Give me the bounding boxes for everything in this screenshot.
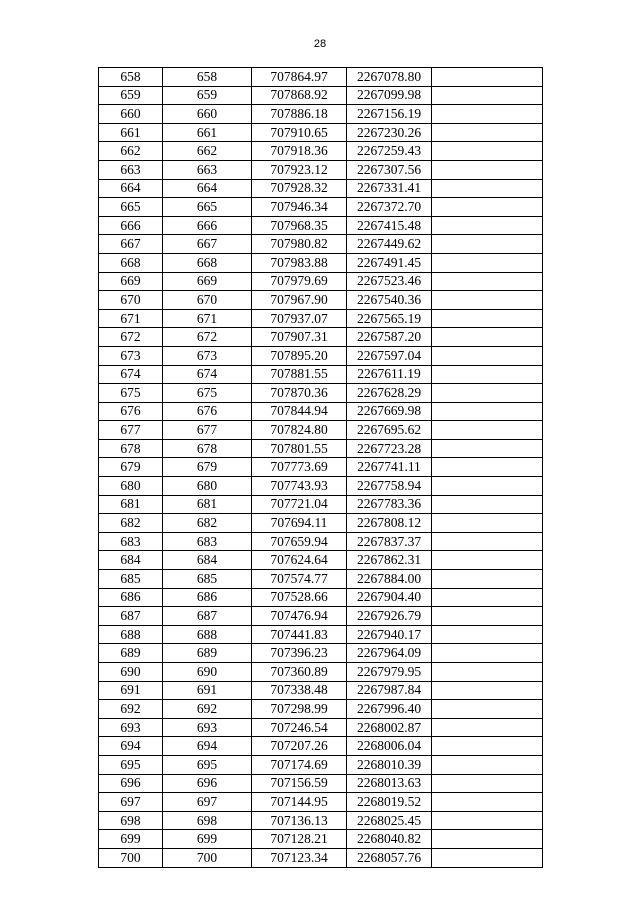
point-id-cell: 699 bbox=[163, 830, 252, 849]
point-number-cell: 670 bbox=[99, 291, 163, 310]
point-id-cell: 694 bbox=[163, 737, 252, 756]
y-coordinate-cell: 2267940.17 bbox=[347, 625, 432, 644]
notes-cell bbox=[432, 216, 543, 235]
point-number-cell: 699 bbox=[99, 830, 163, 849]
point-number-cell: 696 bbox=[99, 774, 163, 793]
x-coordinate-cell: 707886.18 bbox=[252, 105, 347, 124]
y-coordinate-cell: 2267587.20 bbox=[347, 328, 432, 347]
point-number-cell: 675 bbox=[99, 384, 163, 403]
table-row bbox=[99, 458, 543, 477]
table-row bbox=[99, 346, 543, 365]
point-id-cell: 665 bbox=[163, 198, 252, 217]
table-row bbox=[99, 774, 543, 793]
x-coordinate-cell: 707980.82 bbox=[252, 235, 347, 254]
point-id-cell: 659 bbox=[163, 86, 252, 105]
point-number-cell: 687 bbox=[99, 607, 163, 626]
point-id-cell: 688 bbox=[163, 625, 252, 644]
table-row bbox=[99, 328, 543, 347]
table-row bbox=[99, 551, 543, 570]
point-number-cell: 700 bbox=[99, 848, 163, 867]
notes-cell bbox=[432, 235, 543, 254]
notes-cell bbox=[432, 830, 543, 849]
x-coordinate-cell: 707937.07 bbox=[252, 309, 347, 328]
point-number-cell: 672 bbox=[99, 328, 163, 347]
y-coordinate-cell: 2267331.41 bbox=[347, 179, 432, 198]
x-coordinate-cell: 707968.35 bbox=[252, 216, 347, 235]
point-id-cell: 685 bbox=[163, 570, 252, 589]
notes-cell bbox=[432, 663, 543, 682]
table-row bbox=[99, 68, 543, 87]
x-coordinate-cell: 707743.93 bbox=[252, 477, 347, 496]
y-coordinate-cell: 2267099.98 bbox=[347, 86, 432, 105]
point-id-cell: 661 bbox=[163, 123, 252, 142]
y-coordinate-cell: 2268013.63 bbox=[347, 774, 432, 793]
point-number-cell: 667 bbox=[99, 235, 163, 254]
point-id-cell: 666 bbox=[163, 216, 252, 235]
table-row bbox=[99, 216, 543, 235]
y-coordinate-cell: 2267307.56 bbox=[347, 160, 432, 179]
point-id-cell: 698 bbox=[163, 811, 252, 830]
point-number-cell: 698 bbox=[99, 811, 163, 830]
table-row bbox=[99, 309, 543, 328]
point-id-cell: 697 bbox=[163, 793, 252, 812]
notes-cell bbox=[432, 644, 543, 663]
y-coordinate-cell: 2267837.37 bbox=[347, 532, 432, 551]
point-number-cell: 677 bbox=[99, 421, 163, 440]
point-number-cell: 692 bbox=[99, 700, 163, 719]
notes-cell bbox=[432, 755, 543, 774]
page-number: 28 bbox=[313, 38, 327, 50]
table-row bbox=[99, 384, 543, 403]
x-coordinate-cell: 707123.34 bbox=[252, 848, 347, 867]
y-coordinate-cell: 2267611.19 bbox=[347, 365, 432, 384]
table-row bbox=[99, 160, 543, 179]
point-id-cell: 668 bbox=[163, 253, 252, 272]
y-coordinate-cell: 2267964.09 bbox=[347, 644, 432, 663]
notes-cell bbox=[432, 86, 543, 105]
y-coordinate-cell: 2267758.94 bbox=[347, 477, 432, 496]
x-coordinate-cell: 707574.77 bbox=[252, 570, 347, 589]
point-id-cell: 681 bbox=[163, 495, 252, 514]
table-row bbox=[99, 793, 543, 812]
point-number-cell: 673 bbox=[99, 346, 163, 365]
y-coordinate-cell: 2267540.36 bbox=[347, 291, 432, 310]
x-coordinate-cell: 707895.20 bbox=[252, 346, 347, 365]
point-number-cell: 671 bbox=[99, 309, 163, 328]
y-coordinate-cell: 2268010.39 bbox=[347, 755, 432, 774]
point-id-cell: 662 bbox=[163, 142, 252, 161]
y-coordinate-cell: 2267695.62 bbox=[347, 421, 432, 440]
point-id-cell: 700 bbox=[163, 848, 252, 867]
x-coordinate-cell: 707396.23 bbox=[252, 644, 347, 663]
y-coordinate-cell: 2267808.12 bbox=[347, 514, 432, 533]
x-coordinate-cell: 707298.99 bbox=[252, 700, 347, 719]
point-number-cell: 694 bbox=[99, 737, 163, 756]
coordinates-table bbox=[98, 67, 543, 868]
table-row bbox=[99, 253, 543, 272]
y-coordinate-cell: 2267741.11 bbox=[347, 458, 432, 477]
point-number-cell: 682 bbox=[99, 514, 163, 533]
y-coordinate-cell: 2268040.82 bbox=[347, 830, 432, 849]
point-number-cell: 659 bbox=[99, 86, 163, 105]
point-number-cell: 660 bbox=[99, 105, 163, 124]
y-coordinate-cell: 2267884.00 bbox=[347, 570, 432, 589]
point-id-cell: 678 bbox=[163, 439, 252, 458]
point-id-cell: 676 bbox=[163, 402, 252, 421]
point-id-cell: 669 bbox=[163, 272, 252, 291]
table-row bbox=[99, 198, 543, 217]
notes-cell bbox=[432, 68, 543, 87]
notes-cell bbox=[432, 198, 543, 217]
y-coordinate-cell: 2267979.95 bbox=[347, 663, 432, 682]
x-coordinate-cell: 707928.32 bbox=[252, 179, 347, 198]
notes-cell bbox=[432, 346, 543, 365]
point-id-cell: 664 bbox=[163, 179, 252, 198]
y-coordinate-cell: 2268019.52 bbox=[347, 793, 432, 812]
notes-cell bbox=[432, 402, 543, 421]
notes-cell bbox=[432, 458, 543, 477]
notes-cell bbox=[432, 718, 543, 737]
point-id-cell: 689 bbox=[163, 644, 252, 663]
x-coordinate-cell: 707773.69 bbox=[252, 458, 347, 477]
x-coordinate-cell: 707441.83 bbox=[252, 625, 347, 644]
y-coordinate-cell: 2267259.43 bbox=[347, 142, 432, 161]
x-coordinate-cell: 707624.64 bbox=[252, 551, 347, 570]
notes-cell bbox=[432, 105, 543, 124]
table-row bbox=[99, 607, 543, 626]
notes-cell bbox=[432, 142, 543, 161]
table-row bbox=[99, 365, 543, 384]
point-number-cell: 681 bbox=[99, 495, 163, 514]
table-row bbox=[99, 700, 543, 719]
point-id-cell: 677 bbox=[163, 421, 252, 440]
point-number-cell: 684 bbox=[99, 551, 163, 570]
table-row bbox=[99, 514, 543, 533]
notes-cell bbox=[432, 160, 543, 179]
x-coordinate-cell: 707864.97 bbox=[252, 68, 347, 87]
point-number-cell: 658 bbox=[99, 68, 163, 87]
table-row bbox=[99, 755, 543, 774]
x-coordinate-cell: 707844.94 bbox=[252, 402, 347, 421]
point-id-cell: 683 bbox=[163, 532, 252, 551]
x-coordinate-cell: 707128.21 bbox=[252, 830, 347, 849]
y-coordinate-cell: 2267372.70 bbox=[347, 198, 432, 217]
notes-cell bbox=[432, 811, 543, 830]
table-row bbox=[99, 663, 543, 682]
table-row bbox=[99, 588, 543, 607]
notes-cell bbox=[432, 328, 543, 347]
x-coordinate-cell: 707174.69 bbox=[252, 755, 347, 774]
table-row bbox=[99, 681, 543, 700]
point-number-cell: 693 bbox=[99, 718, 163, 737]
y-coordinate-cell: 2268002.87 bbox=[347, 718, 432, 737]
y-coordinate-cell: 2267669.98 bbox=[347, 402, 432, 421]
table-row bbox=[99, 570, 543, 589]
point-id-cell: 682 bbox=[163, 514, 252, 533]
notes-cell bbox=[432, 570, 543, 589]
point-id-cell: 667 bbox=[163, 235, 252, 254]
point-number-cell: 686 bbox=[99, 588, 163, 607]
table-row bbox=[99, 439, 543, 458]
notes-cell bbox=[432, 495, 543, 514]
notes-cell bbox=[432, 737, 543, 756]
point-id-cell: 687 bbox=[163, 607, 252, 626]
point-id-cell: 672 bbox=[163, 328, 252, 347]
y-coordinate-cell: 2267449.62 bbox=[347, 235, 432, 254]
x-coordinate-cell: 707207.26 bbox=[252, 737, 347, 756]
notes-cell bbox=[432, 439, 543, 458]
x-coordinate-cell: 707983.88 bbox=[252, 253, 347, 272]
coordinates-table-body bbox=[99, 68, 543, 868]
point-id-cell: 691 bbox=[163, 681, 252, 700]
x-coordinate-cell: 707659.94 bbox=[252, 532, 347, 551]
notes-cell bbox=[432, 179, 543, 198]
x-coordinate-cell: 707868.92 bbox=[252, 86, 347, 105]
notes-cell bbox=[432, 551, 543, 570]
x-coordinate-cell: 707694.11 bbox=[252, 514, 347, 533]
table-row bbox=[99, 848, 543, 867]
y-coordinate-cell: 2267987.84 bbox=[347, 681, 432, 700]
table-row bbox=[99, 179, 543, 198]
point-number-cell: 674 bbox=[99, 365, 163, 384]
notes-cell bbox=[432, 477, 543, 496]
y-coordinate-cell: 2267926.79 bbox=[347, 607, 432, 626]
x-coordinate-cell: 707156.59 bbox=[252, 774, 347, 793]
point-number-cell: 663 bbox=[99, 160, 163, 179]
x-coordinate-cell: 707918.36 bbox=[252, 142, 347, 161]
table-row bbox=[99, 105, 543, 124]
x-coordinate-cell: 707824.80 bbox=[252, 421, 347, 440]
x-coordinate-cell: 707246.54 bbox=[252, 718, 347, 737]
table-row bbox=[99, 644, 543, 663]
point-id-cell: 674 bbox=[163, 365, 252, 384]
point-number-cell: 661 bbox=[99, 123, 163, 142]
point-id-cell: 690 bbox=[163, 663, 252, 682]
point-id-cell: 684 bbox=[163, 551, 252, 570]
point-id-cell: 673 bbox=[163, 346, 252, 365]
table-row bbox=[99, 291, 543, 310]
point-id-cell: 680 bbox=[163, 477, 252, 496]
point-id-cell: 660 bbox=[163, 105, 252, 124]
x-coordinate-cell: 707946.34 bbox=[252, 198, 347, 217]
notes-cell bbox=[432, 793, 543, 812]
table-row bbox=[99, 718, 543, 737]
point-number-cell: 676 bbox=[99, 402, 163, 421]
y-coordinate-cell: 2267783.36 bbox=[347, 495, 432, 514]
point-number-cell: 691 bbox=[99, 681, 163, 700]
point-id-cell: 675 bbox=[163, 384, 252, 403]
x-coordinate-cell: 707881.55 bbox=[252, 365, 347, 384]
x-coordinate-cell: 707136.13 bbox=[252, 811, 347, 830]
point-number-cell: 697 bbox=[99, 793, 163, 812]
x-coordinate-cell: 707360.89 bbox=[252, 663, 347, 682]
notes-cell bbox=[432, 532, 543, 551]
notes-cell bbox=[432, 625, 543, 644]
notes-cell bbox=[432, 588, 543, 607]
point-id-cell: 671 bbox=[163, 309, 252, 328]
notes-cell bbox=[432, 309, 543, 328]
y-coordinate-cell: 2268025.45 bbox=[347, 811, 432, 830]
point-id-cell: 695 bbox=[163, 755, 252, 774]
notes-cell bbox=[432, 700, 543, 719]
point-number-cell: 680 bbox=[99, 477, 163, 496]
notes-cell bbox=[432, 848, 543, 867]
x-coordinate-cell: 707801.55 bbox=[252, 439, 347, 458]
point-id-cell: 686 bbox=[163, 588, 252, 607]
point-id-cell: 696 bbox=[163, 774, 252, 793]
point-id-cell: 692 bbox=[163, 700, 252, 719]
table-row bbox=[99, 123, 543, 142]
x-coordinate-cell: 707967.90 bbox=[252, 291, 347, 310]
y-coordinate-cell: 2267862.31 bbox=[347, 551, 432, 570]
x-coordinate-cell: 707979.69 bbox=[252, 272, 347, 291]
y-coordinate-cell: 2267628.29 bbox=[347, 384, 432, 403]
table-row bbox=[99, 235, 543, 254]
table-row bbox=[99, 830, 543, 849]
notes-cell bbox=[432, 681, 543, 700]
point-number-cell: 668 bbox=[99, 253, 163, 272]
y-coordinate-cell: 2267597.04 bbox=[347, 346, 432, 365]
table-row bbox=[99, 142, 543, 161]
notes-cell bbox=[432, 607, 543, 626]
y-coordinate-cell: 2267996.40 bbox=[347, 700, 432, 719]
notes-cell bbox=[432, 272, 543, 291]
notes-cell bbox=[432, 421, 543, 440]
notes-cell bbox=[432, 291, 543, 310]
table-row bbox=[99, 625, 543, 644]
y-coordinate-cell: 2267565.19 bbox=[347, 309, 432, 328]
point-number-cell: 666 bbox=[99, 216, 163, 235]
x-coordinate-cell: 707476.94 bbox=[252, 607, 347, 626]
notes-cell bbox=[432, 384, 543, 403]
point-number-cell: 664 bbox=[99, 179, 163, 198]
point-id-cell: 670 bbox=[163, 291, 252, 310]
notes-cell bbox=[432, 774, 543, 793]
table-row bbox=[99, 272, 543, 291]
y-coordinate-cell: 2267230.26 bbox=[347, 123, 432, 142]
table-row bbox=[99, 402, 543, 421]
y-coordinate-cell: 2267904.40 bbox=[347, 588, 432, 607]
point-number-cell: 662 bbox=[99, 142, 163, 161]
notes-cell bbox=[432, 365, 543, 384]
point-number-cell: 678 bbox=[99, 439, 163, 458]
y-coordinate-cell: 2267078.80 bbox=[347, 68, 432, 87]
y-coordinate-cell: 2268006.04 bbox=[347, 737, 432, 756]
point-id-cell: 679 bbox=[163, 458, 252, 477]
x-coordinate-cell: 707338.48 bbox=[252, 681, 347, 700]
y-coordinate-cell: 2267491.45 bbox=[347, 253, 432, 272]
point-number-cell: 665 bbox=[99, 198, 163, 217]
table-row bbox=[99, 477, 543, 496]
table-row bbox=[99, 532, 543, 551]
point-id-cell: 693 bbox=[163, 718, 252, 737]
x-coordinate-cell: 707528.66 bbox=[252, 588, 347, 607]
table-row bbox=[99, 737, 543, 756]
table-row bbox=[99, 495, 543, 514]
point-id-cell: 658 bbox=[163, 68, 252, 87]
x-coordinate-cell: 707907.31 bbox=[252, 328, 347, 347]
point-number-cell: 669 bbox=[99, 272, 163, 291]
table-row bbox=[99, 421, 543, 440]
point-number-cell: 695 bbox=[99, 755, 163, 774]
point-id-cell: 663 bbox=[163, 160, 252, 179]
table-row bbox=[99, 811, 543, 830]
y-coordinate-cell: 2268057.76 bbox=[347, 848, 432, 867]
point-number-cell: 690 bbox=[99, 663, 163, 682]
y-coordinate-cell: 2267156.19 bbox=[347, 105, 432, 124]
x-coordinate-cell: 707144.95 bbox=[252, 793, 347, 812]
notes-cell bbox=[432, 514, 543, 533]
notes-cell bbox=[432, 253, 543, 272]
point-number-cell: 685 bbox=[99, 570, 163, 589]
y-coordinate-cell: 2267723.28 bbox=[347, 439, 432, 458]
table-row bbox=[99, 86, 543, 105]
x-coordinate-cell: 707721.04 bbox=[252, 495, 347, 514]
point-number-cell: 683 bbox=[99, 532, 163, 551]
point-number-cell: 679 bbox=[99, 458, 163, 477]
point-number-cell: 688 bbox=[99, 625, 163, 644]
x-coordinate-cell: 707923.12 bbox=[252, 160, 347, 179]
y-coordinate-cell: 2267523.46 bbox=[347, 272, 432, 291]
x-coordinate-cell: 707870.36 bbox=[252, 384, 347, 403]
y-coordinate-cell: 2267415.48 bbox=[347, 216, 432, 235]
x-coordinate-cell: 707910.65 bbox=[252, 123, 347, 142]
point-number-cell: 689 bbox=[99, 644, 163, 663]
notes-cell bbox=[432, 123, 543, 142]
